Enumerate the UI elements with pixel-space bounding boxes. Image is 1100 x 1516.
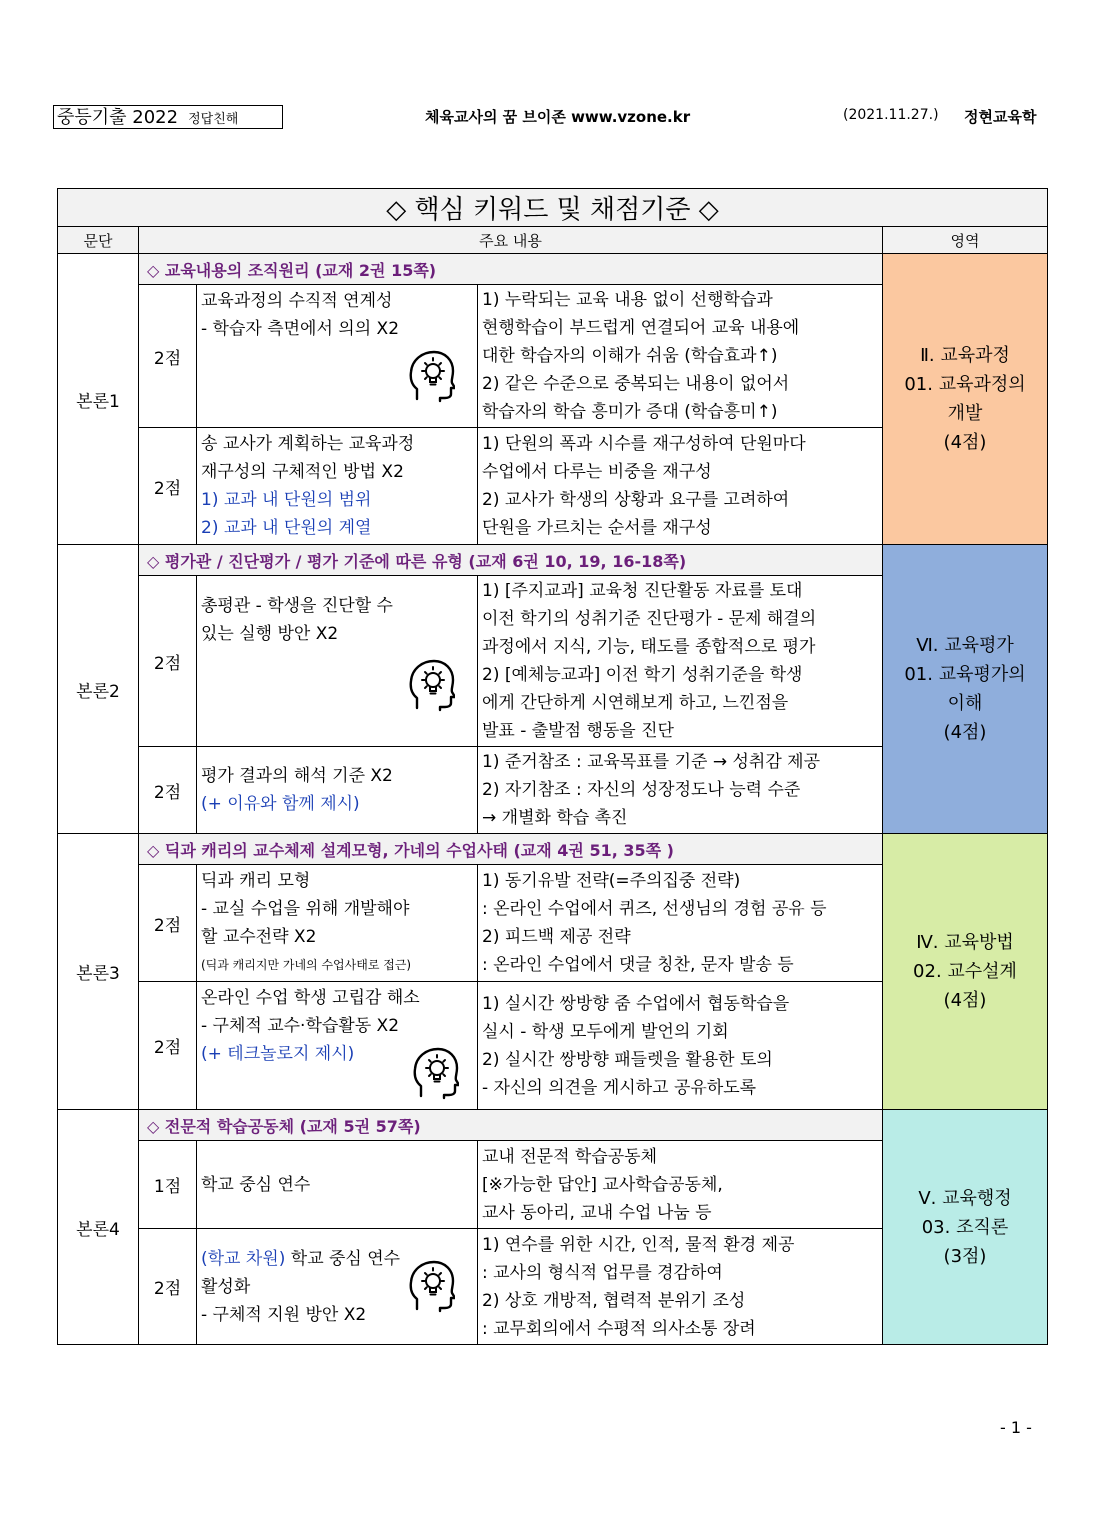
paragraph-label: 본론4 xyxy=(58,1110,139,1345)
answer-line: 교사 동아리, 교내 수업 나눔 등 xyxy=(482,1202,712,1223)
area-line: (4점) xyxy=(943,990,987,1011)
paragraph-label: 본론1 xyxy=(58,254,139,545)
head-lightbulb-icon xyxy=(409,658,455,712)
area-line: 01. 교육과정의 xyxy=(904,374,1026,395)
answer-line: 이전 학기의 성취기준 진단평가 - 문제 해결의 xyxy=(482,609,817,629)
answer-line: [※가능한 답안] 교사학습공동체, xyxy=(482,1174,723,1195)
area-cell xyxy=(883,1110,1048,1345)
answer-line: 교내 전문적 학습공동체 xyxy=(482,1146,658,1167)
content-line: 온라인 수업 학생 고립감 해소 xyxy=(201,988,420,1008)
scoring-table xyxy=(57,188,1048,1345)
answer-cell xyxy=(478,285,883,428)
content-cell xyxy=(197,982,478,1110)
answer-line: 2) 교사가 학생의 상황과 요구를 고려하여 xyxy=(482,490,790,510)
answer-line: 1) 동기유발 전략(=주의집중 전략) xyxy=(482,871,741,891)
content-line: 교육과정의 수직적 연계성 xyxy=(201,291,393,311)
area-cell xyxy=(883,545,1048,834)
content-line: - 구체적 교수·학습활동 X2 xyxy=(201,1016,400,1036)
answer-line: 1) 연수를 위한 시간, 인적, 물적 환경 제공 xyxy=(482,1234,795,1255)
answer-line: 2) 상호 개방적, 협력적 분위기 조성 xyxy=(482,1290,746,1311)
content-line: 활성화 xyxy=(201,1276,251,1297)
answer-line: : 교무회의에서 수평적 의사소통 장려 xyxy=(482,1318,756,1339)
answer-line: 과정에서 지식, 기능, 태도를 종합적으로 평가 xyxy=(482,637,816,657)
answer-line: : 온라인 수업에서 퀴즈, 선생님의 경험 공유 등 xyxy=(482,899,827,919)
answer-cell xyxy=(478,1141,883,1229)
answer-line: 2) [예체능교과] 이전 학기 성취기준을 학생 xyxy=(482,665,803,685)
content-line: 학교 중심 연수 xyxy=(201,1174,311,1195)
answer-line: 에게 간단하게 시연해보게 하고, 느낀점을 xyxy=(482,693,789,713)
answer-cell xyxy=(478,576,883,747)
content-line: 할 교수전략 X2 xyxy=(201,927,317,947)
content-line: 딕과 캐리 모형 xyxy=(201,871,311,891)
area-line: Ⅵ. 교육평가 xyxy=(916,635,1014,656)
answer-line: 단원을 가르치는 순서를 재구성 xyxy=(482,518,712,538)
doc-date: (2021.11.27.) xyxy=(843,107,939,123)
answer-line: 학습자의 학습 흥미가 증대 (학습흥미↑) xyxy=(482,402,778,422)
content-line-blue: (+ 테크놀로지 제시) xyxy=(201,1044,355,1064)
answer-line: : 교사의 형식적 업무를 경감하여 xyxy=(482,1262,723,1283)
answer-line: 2) 자기참조 : 자신의 성장정도나 능력 수준 xyxy=(482,780,801,800)
score-cell: 2점 xyxy=(139,428,197,545)
head-lightbulb-icon xyxy=(413,1046,459,1100)
answer-cell xyxy=(478,428,883,545)
head-lightbulb-icon xyxy=(409,1259,455,1313)
answer-line: → 개별화 학습 촉진 xyxy=(482,808,628,828)
col-header-paragraph: 문단 xyxy=(58,227,139,254)
col-header-area: 영역 xyxy=(883,227,1048,254)
content-line: - 구체적 지원 방안 X2 xyxy=(201,1304,367,1325)
exam-title: 중등기출 2022 xyxy=(57,107,179,128)
area-cell xyxy=(883,254,1048,545)
answer-line: 현행학습이 부드럽게 연결되어 교육 내용에 xyxy=(482,318,800,338)
content-cell xyxy=(197,1141,478,1229)
area-line: (3점) xyxy=(943,1245,987,1267)
head-lightbulb-icon xyxy=(409,349,455,403)
answer-line: 2) 같은 수준으로 중복되는 내용이 없어서 xyxy=(482,374,790,394)
content-line: - 학습자 측면에서 의의 X2 xyxy=(201,319,400,339)
answer-line: 발표 - 출발점 행동을 진단 xyxy=(482,721,674,741)
area-line: Ⅱ. 교육과정 xyxy=(920,345,1010,366)
score-cell: 2점 xyxy=(139,747,197,834)
topic-heading: ◇ 딕과 캐리의 교수체제 설계모형, 가네의 수업사태 (교재 4권 51, 35쪽 ) xyxy=(139,834,883,865)
area-line: 개발 xyxy=(947,403,983,424)
answer-line: 1) 단원의 폭과 시수를 재구성하여 단원마다 xyxy=(482,434,806,454)
answer-line: 1) 누락되는 교육 내용 없이 선행학습과 xyxy=(482,290,773,310)
content-line: 총평관 - 학생을 진단할 수 xyxy=(201,596,393,616)
answer-line: 실시 - 학생 모두에게 발언의 기회 xyxy=(482,1021,729,1042)
content-line: 평가 결과의 해석 기준 X2 xyxy=(201,766,393,786)
paragraph-label: 본론2 xyxy=(58,545,139,834)
answer-line: - 자신의 의견을 게시하고 공유하도록 xyxy=(482,1077,757,1098)
content-line-blue: 2) 교과 내 단원의 계열 xyxy=(201,518,372,538)
content-cell xyxy=(197,285,478,428)
answer-cell xyxy=(478,865,883,982)
area-line: (4점) xyxy=(943,722,987,743)
area-line: 03. 조직론 xyxy=(921,1216,1009,1238)
score-cell: 2점 xyxy=(139,576,197,747)
table-title: ◇ 핵심 키워드 및 채점기준 ◇ xyxy=(58,189,1048,227)
answer-cell xyxy=(478,982,883,1110)
topic-heading: ◇ 평가관 / 진단평가 / 평가 기준에 따른 유형 (교재 6권 10, 19, 16-18쪽) xyxy=(139,545,883,576)
content-prefix-blue: (학교 차원) xyxy=(201,1248,286,1269)
answer-line: 1) [주지교과] 교육청 진단활동 자료를 토대 xyxy=(482,581,803,601)
answer-cell xyxy=(478,747,883,834)
answer-line: 수업에서 다루는 비중을 재구성 xyxy=(482,462,712,482)
content-line: 재구성의 구체적인 방법 X2 xyxy=(201,462,404,482)
score-cell: 2점 xyxy=(139,865,197,982)
content-note: (딕과 캐리지만 가네의 수업사태로 접근) xyxy=(201,958,412,972)
answer-line: 1) 준거참조 : 교육목표를 기준 → 성취감 제공 xyxy=(482,752,820,772)
area-line: Ⅴ. 교육행정 xyxy=(918,1187,1012,1209)
content-cell xyxy=(197,865,478,982)
answer-line: 2) 실시간 쌍방향 패들렛을 활용한 토의 xyxy=(482,1049,773,1070)
content-line-blue: 1) 교과 내 단원의 범위 xyxy=(201,490,372,510)
paragraph-label: 본론3 xyxy=(58,834,139,1110)
content-cell xyxy=(197,428,478,545)
answer-line: : 온라인 수업에서 댓글 칭찬, 문자 발송 등 xyxy=(482,955,794,975)
content-cell xyxy=(197,1229,478,1345)
area-cell xyxy=(883,834,1048,1110)
content-line: - 교실 수업을 위해 개발해야 xyxy=(201,899,410,919)
area-line: 01. 교육평가의 xyxy=(904,664,1026,685)
score-cell: 1점 xyxy=(139,1141,197,1229)
author-name: 정현교육학 xyxy=(964,108,1037,126)
topic-heading: ◇ 전문적 학습공동체 (교재 5권 57쪽) xyxy=(139,1110,883,1141)
col-header-content: 주요 내용 xyxy=(139,227,883,254)
score-cell: 2점 xyxy=(139,982,197,1110)
page-number: - 1 - xyxy=(1000,1418,1032,1437)
answer-cell xyxy=(478,1229,883,1345)
score-cell: 2점 xyxy=(139,1229,197,1345)
answer-line: 2) 피드백 제공 전략 xyxy=(482,927,631,947)
score-cell: 2점 xyxy=(139,285,197,428)
topic-heading: ◇ 교육내용의 조직원리 (교재 2권 15쪽) xyxy=(139,254,883,285)
content-cell xyxy=(197,576,478,747)
area-line: (4점) xyxy=(943,432,987,453)
area-line: 02. 교수설계 xyxy=(913,961,1017,982)
content-line-blue: (+ 이유와 함께 제시) xyxy=(201,794,360,814)
answer-line: 1) 실시간 쌍방향 줌 수업에서 협동학습을 xyxy=(482,993,790,1014)
site-credit: 체육교사의 꿈 브이존 www.vzone.kr xyxy=(425,108,691,126)
content-cell xyxy=(197,747,478,834)
area-line: 이해 xyxy=(947,693,983,714)
content-line: 있는 실행 방안 X2 xyxy=(201,624,339,644)
area-line: Ⅳ. 교육방법 xyxy=(916,932,1014,953)
content-text: 학교 중심 연수 xyxy=(290,1248,401,1269)
answer-line: 대한 학습자의 이해가 쉬움 (학습효과↑) xyxy=(482,346,778,366)
exam-subtitle: 정답친해 xyxy=(188,112,239,127)
exam-title-box xyxy=(53,105,283,129)
content-line: 송 교사가 계획하는 교육과정 xyxy=(201,434,415,454)
